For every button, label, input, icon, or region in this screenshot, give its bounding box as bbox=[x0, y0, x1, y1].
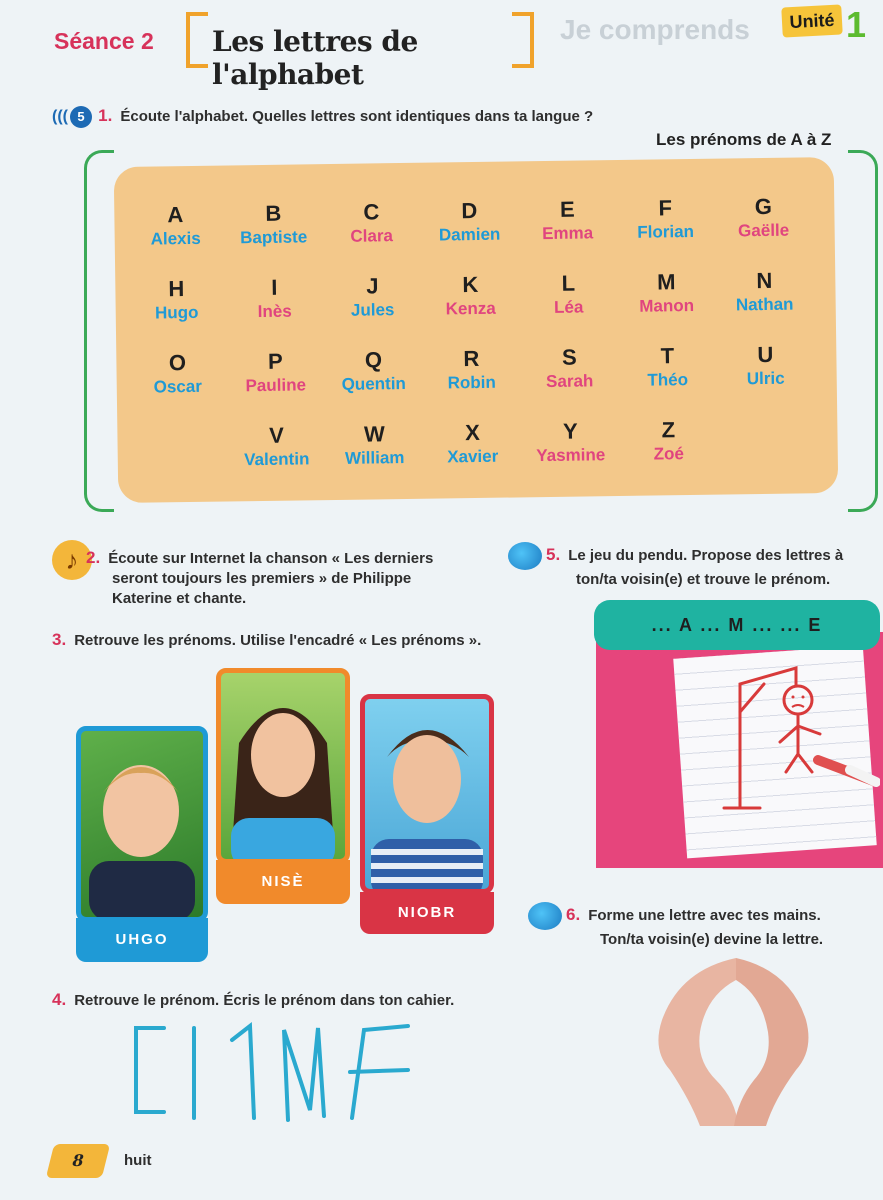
alphabet-letter: R bbox=[463, 345, 480, 372]
alphabet-cell bbox=[316, 199, 427, 249]
exercise-number: 6. bbox=[566, 904, 581, 924]
alphabet-name: Théo bbox=[647, 370, 689, 390]
alphabet-letter: X bbox=[464, 419, 480, 446]
alphabet-cell bbox=[513, 270, 624, 320]
alphabet-letter: P bbox=[267, 348, 283, 374]
exercise-line-2: ton/ta voisin(e) et trouve le prénom. bbox=[576, 571, 831, 588]
alphabet-letter: N bbox=[756, 267, 773, 294]
alphabet-name: Manon bbox=[639, 295, 695, 316]
alphabet-cell bbox=[416, 345, 527, 395]
alphabet-letter: J bbox=[366, 273, 379, 299]
exercise-instruction: Retrouve les prénoms. Utilise l'encadré « Les prénoms ». bbox=[74, 632, 482, 649]
alphabet-name: Inès bbox=[257, 301, 292, 322]
exercise-instruction: Retrouve le prénom. Écris le prénom dans ton cahier. bbox=[74, 992, 455, 1009]
hands-forming-letter bbox=[640, 950, 820, 1130]
alphabet-letter: Y bbox=[562, 418, 578, 444]
alphabet-letter: O bbox=[168, 350, 187, 376]
alphabet-cell bbox=[414, 197, 525, 247]
alphabet-letter: D bbox=[461, 197, 478, 224]
alphabet-name: Léa bbox=[553, 297, 584, 317]
alphabet-cell bbox=[122, 349, 233, 399]
photo-tag-2: NISÈ bbox=[216, 860, 350, 904]
alphabet-name: Nathan bbox=[735, 294, 794, 315]
girl-illustration bbox=[221, 673, 345, 859]
frame-bracket-left bbox=[84, 150, 114, 512]
exercise-line-1: Forme une lettre avec tes mains. bbox=[588, 906, 821, 924]
stick-letters-puzzle bbox=[124, 1020, 424, 1124]
exercise-number: 5. bbox=[546, 544, 561, 564]
boy-2-illustration bbox=[365, 699, 489, 889]
exercise-line-1: Le jeu du pendu. Propose des lettres à bbox=[568, 546, 844, 564]
alphabet-name: Alexis bbox=[150, 228, 201, 249]
page-number: 8 bbox=[46, 1144, 110, 1178]
alphabet-cell bbox=[512, 196, 623, 246]
photo-tag-1: UHGO bbox=[76, 918, 208, 962]
alphabet-cell bbox=[220, 348, 331, 398]
hangman-drawing bbox=[700, 660, 880, 840]
unit-number: 1 bbox=[846, 4, 867, 45]
frame-bracket-right bbox=[848, 150, 878, 512]
audio-waves-icon: ((( bbox=[52, 108, 68, 125]
alphabet-cell bbox=[319, 421, 430, 471]
alphabet-letter: S bbox=[561, 344, 577, 370]
alphabet-name: Sarah bbox=[545, 371, 594, 392]
alphabet-letter: A bbox=[167, 202, 184, 228]
alphabet-name: Kenza bbox=[445, 298, 496, 319]
page-title-frame bbox=[186, 12, 534, 91]
alphabet-name: Emma bbox=[542, 223, 594, 244]
alphabet-cell bbox=[710, 341, 821, 391]
alphabet-grid bbox=[114, 157, 839, 503]
alphabet-letter: K bbox=[462, 271, 479, 298]
alphabet-letter: Q bbox=[364, 347, 383, 373]
alphabet-letter: C bbox=[363, 199, 380, 225]
alphabet-letter: M bbox=[657, 269, 676, 295]
alphabet-letter: W bbox=[363, 421, 385, 447]
alphabet-name: Gaëlle bbox=[737, 220, 790, 241]
bracket-left bbox=[186, 12, 208, 68]
alphabet-letter: T bbox=[660, 343, 675, 369]
exercise-number: 3. bbox=[52, 630, 67, 649]
alphabet-letter: E bbox=[559, 196, 575, 222]
alphabet-letter: H bbox=[168, 276, 185, 302]
alphabet-letter: U bbox=[757, 341, 774, 368]
alphabet-name: Valentin bbox=[244, 449, 310, 470]
alphabet-name: Hugo bbox=[154, 302, 199, 323]
alphabet-cell bbox=[514, 344, 625, 394]
background-heading: Je comprends bbox=[560, 14, 750, 45]
exercise-6 bbox=[528, 902, 883, 950]
exercise-line-1: Écoute sur Internet la chanson « Les derniers bbox=[108, 550, 434, 567]
alphabet-name: William bbox=[344, 448, 405, 468]
alphabet-letter: B bbox=[265, 200, 282, 226]
boy-1-illustration bbox=[81, 731, 203, 917]
exercise-3 bbox=[52, 630, 481, 651]
alphabet-cell bbox=[218, 200, 329, 250]
alphabet-name: Damien bbox=[438, 224, 501, 245]
photo-boy-2 bbox=[360, 694, 494, 894]
exercise-line-2: Ton/ta voisin(e) devine la lettre. bbox=[600, 931, 824, 948]
page-number-word: huit bbox=[124, 1152, 152, 1169]
page-title: Les lettres de l'alphabet bbox=[212, 25, 418, 91]
pair-work-icon bbox=[528, 902, 562, 930]
alphabet-cell bbox=[219, 274, 330, 324]
alphabet-name: Zoé bbox=[653, 444, 684, 464]
exercise-number: 1. bbox=[98, 106, 113, 125]
alphabet-cell bbox=[709, 267, 820, 317]
alphabet-cell bbox=[221, 422, 332, 472]
photo-boy-1 bbox=[76, 726, 208, 922]
alphabet-cell bbox=[417, 419, 528, 469]
exercise-instruction: Écoute l'alphabet. Quelles lettres sont identiques dans ta langue ? bbox=[120, 108, 594, 125]
alphabet-name: Pauline bbox=[245, 375, 307, 396]
alphabet-name: Florian bbox=[637, 221, 695, 242]
alphabet-box-title: Les prénoms de A à Z bbox=[656, 130, 832, 149]
audio-track-icon: 5 bbox=[70, 106, 92, 128]
alphabet-letter: F bbox=[658, 195, 673, 221]
alphabet-name: Yasmine bbox=[536, 445, 606, 466]
alphabet-cell bbox=[613, 417, 724, 467]
exercise-4 bbox=[52, 990, 454, 1011]
alphabet-letter: Z bbox=[661, 417, 676, 443]
exercise-2 bbox=[86, 548, 496, 609]
alphabet-cell bbox=[120, 201, 231, 251]
hangman-word-bubble: ... A ... M ... ... E bbox=[594, 600, 880, 650]
exercise-line-3: Katerine et chante. bbox=[112, 590, 247, 607]
alphabet-cell bbox=[317, 273, 428, 323]
photo-tag-3: NIOBR bbox=[360, 892, 494, 934]
alphabet-cell bbox=[612, 343, 723, 393]
alphabet-cell bbox=[708, 193, 819, 243]
exercise-number: 4. bbox=[52, 990, 67, 1009]
alphabet-cell bbox=[610, 195, 721, 245]
alphabet-name: Xavier bbox=[447, 446, 499, 467]
seance-label: Séance 2 bbox=[54, 28, 154, 54]
alphabet-cell bbox=[611, 269, 722, 319]
alphabet-cell bbox=[318, 347, 429, 397]
alphabet-cell bbox=[515, 418, 626, 468]
alphabet-letter: L bbox=[561, 270, 576, 296]
alphabet-name: Oscar bbox=[153, 376, 202, 397]
alphabet-letter: G bbox=[754, 193, 773, 220]
photo-girl bbox=[216, 668, 350, 864]
alphabet-name: Baptiste bbox=[240, 227, 308, 248]
alphabet-cell bbox=[121, 275, 232, 325]
exercise-1 bbox=[52, 106, 593, 128]
pair-work-icon bbox=[508, 542, 542, 570]
alphabet-name: Ulric bbox=[746, 368, 785, 389]
alphabet-name: Clara bbox=[350, 226, 394, 246]
alphabet-name: Robin bbox=[447, 372, 496, 393]
exercise-number: 2. bbox=[86, 548, 101, 567]
alphabet-name: Quentin bbox=[341, 373, 406, 394]
music-note-icon: ♪ bbox=[52, 540, 92, 580]
alphabet-letter: I bbox=[271, 274, 278, 300]
exercise-5 bbox=[508, 542, 883, 590]
unit-badge: Unité bbox=[781, 4, 842, 37]
alphabet-name: Jules bbox=[350, 300, 395, 320]
exercise-line-2: seront toujours les premiers » de Philippe bbox=[112, 570, 412, 587]
alphabet-letter: V bbox=[268, 422, 284, 448]
alphabet-cell bbox=[415, 271, 526, 321]
